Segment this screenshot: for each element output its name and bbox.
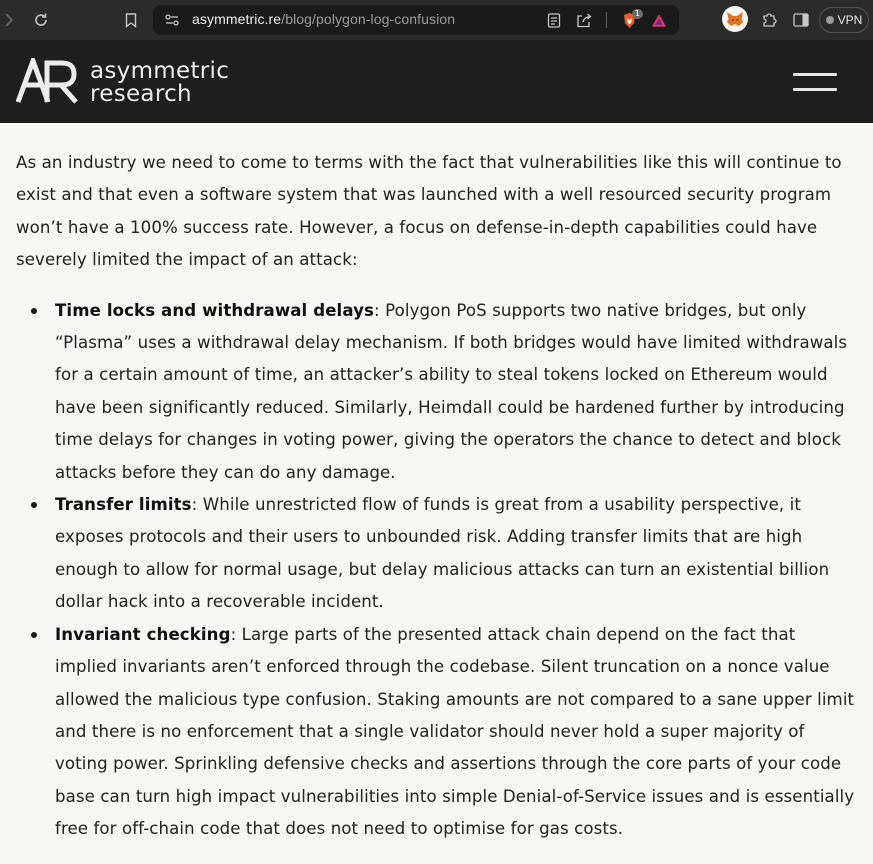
list-item	[55, 295, 856, 489]
hamburger-menu-icon[interactable]	[793, 71, 837, 93]
logo-wordmark[interactable]	[90, 60, 229, 106]
logo-mark-icon	[16, 58, 80, 104]
url-text[interactable]	[192, 11, 455, 27]
menu-bar-bottom	[793, 88, 837, 91]
forward-icon[interactable]	[0, 7, 22, 33]
url-separator	[606, 12, 607, 28]
address-bar[interactable]	[153, 5, 679, 35]
list-item	[55, 489, 856, 619]
brave-shields-count: 1	[632, 9, 643, 19]
logo-line-1: asymmetric	[90, 58, 230, 84]
list-item-title: Time locks and withdrawal delays	[55, 300, 375, 320]
list-item-title: Transfer limits	[55, 495, 192, 515]
logo-line-2: research	[90, 81, 192, 107]
article-intro-paragraph: As an industry we need to come to terms with the fact that vulnerabilities like this will continue to exist and that even a software system that was launched with a well resourced security program won’t have a 100% success rate. However, a focus on defense-in-depth capabilities could have severely limited the impact of an attack:	[16, 153, 842, 270]
extensions-area	[722, 6, 748, 32]
sidebar-toggle-icon[interactable]	[788, 7, 814, 33]
extensions-puzzle-icon[interactable]	[756, 7, 782, 33]
share-icon[interactable]	[576, 12, 592, 28]
vpn-status-dot	[826, 16, 834, 24]
list-item-text: Polygon PoS supports two native bridges, but only “Plasma” uses a withdrawal delay mechanism. If both bridges would have limited withdrawals for a certain amount of time, an attacker’s ability to steal tokens locked on Ethereum would have been significantly reduced. Similarly, Heimdall could be hardened further by introducing time delays for changes in voting power, giving the operators the chance to detect and block attacks before they can do any damage.	[55, 300, 848, 482]
menu-bar-top	[793, 73, 837, 76]
list-item-text: Large parts of the presented attack chain depend on the fact that implied invariants aren’t enforced through the codebase. Silent truncation on a nonce value allowed the malicious type confusion. Staking amounts are not compared to a sane upper limit and there is no enforcement that a single validator should never hold a super majority of voting power. Sprinkling defensive checks and assertions through the core parts of your code base can turn high impact vulnerabilities into simple Denial-of-Service issues and is essentially free for off-chain code that does not need to optimise for gas costs.	[55, 624, 855, 839]
metamask-icon[interactable]	[722, 6, 748, 32]
defense-list	[16, 295, 856, 846]
url-path: /blog/polygon-log-confusion	[281, 11, 456, 27]
url-actions	[546, 5, 667, 35]
browser-toolbar	[0, 0, 873, 40]
vpn-label: VPN	[837, 13, 863, 27]
url-host: asymmetric.re	[192, 11, 282, 27]
list-item-text: While unrestricted flow of funds is great from a usability perspective, it exposes protocols and their users to unbounded risk. Adding transfer limits that are high enough to allow for normal usage, but delay malicious attacks can turn an existential billion dollar hack into a recoverable incident.	[55, 495, 830, 612]
brave-rewards-icon[interactable]	[651, 12, 667, 28]
vpn-button[interactable]	[819, 7, 869, 33]
site-logo[interactable]	[16, 58, 80, 104]
list-item-title: Invariant checking	[55, 624, 231, 644]
brave-shields-icon[interactable]	[621, 9, 640, 28]
title-separator: :	[191, 495, 203, 515]
reload-icon[interactable]	[28, 7, 54, 33]
list-item	[55, 619, 856, 846]
article-body	[16, 147, 856, 846]
title-separator: :	[374, 300, 386, 320]
bookmark-icon[interactable]	[118, 7, 144, 33]
title-separator: :	[230, 624, 242, 644]
reader-mode-icon[interactable]	[546, 12, 562, 28]
site-settings-icon[interactable]	[164, 12, 180, 33]
